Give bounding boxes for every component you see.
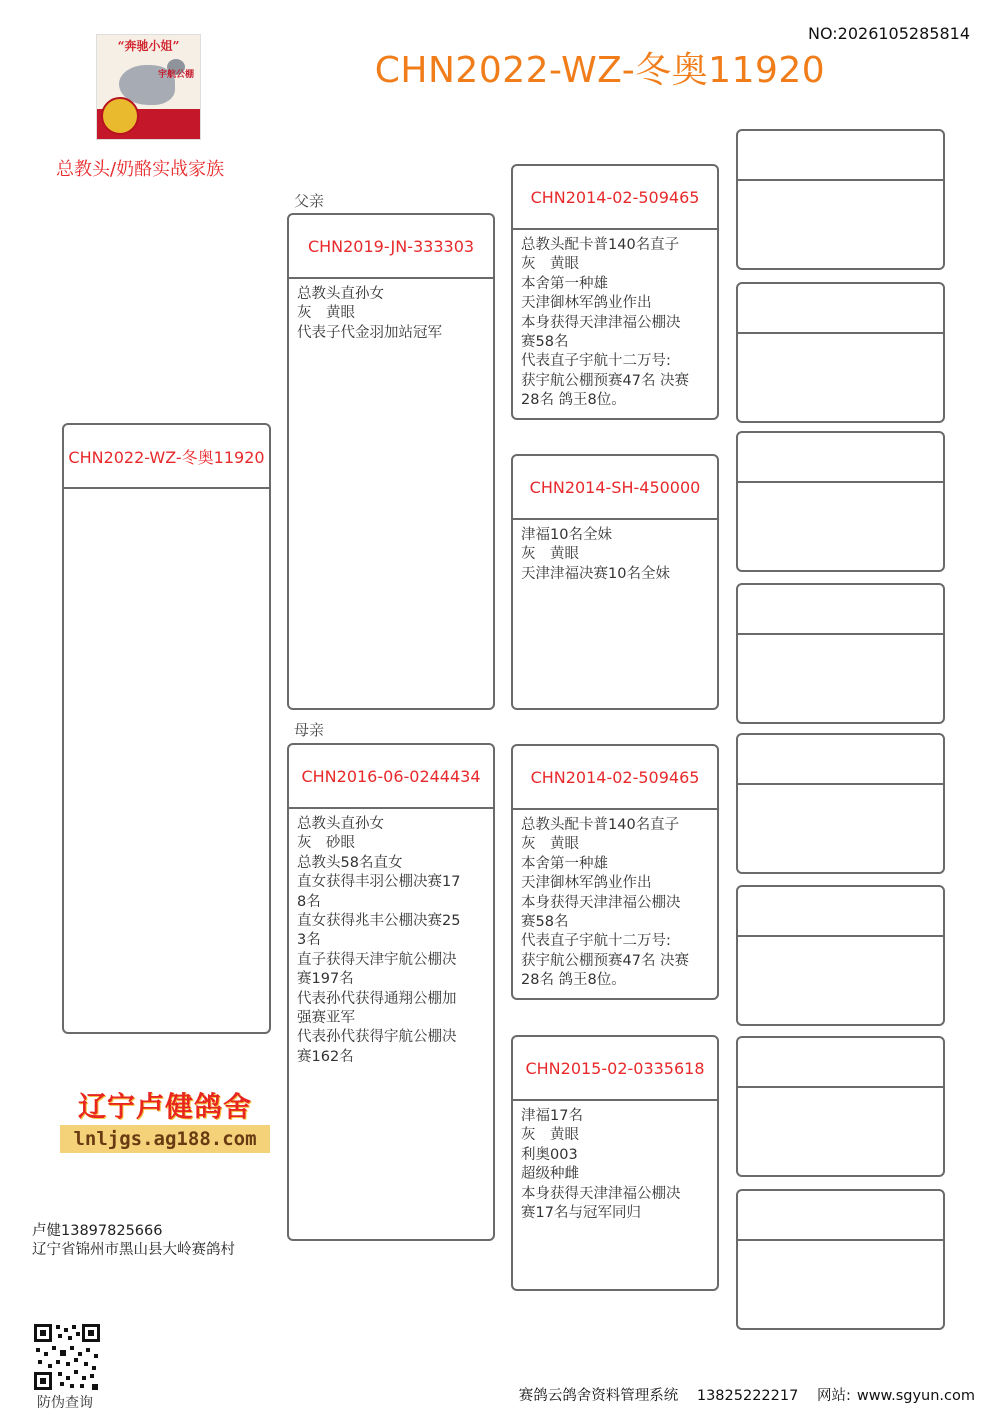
note-line: 本身获得天津津福公棚决	[521, 314, 681, 331]
father-ring: CHN2019-JN-333303	[289, 215, 493, 279]
note-line: 灰 砂眼	[297, 835, 355, 852]
great-grandparent-card	[736, 282, 945, 423]
note-line: 获宇航公棚预赛47名 决赛	[521, 952, 690, 969]
mother-notes	[289, 809, 493, 1067]
note-line: 赛162名	[297, 1048, 354, 1065]
grandparent-notes	[513, 810, 717, 991]
grandparent-ring: CHN2014-02-509465	[513, 746, 717, 810]
note-line: 灰 黄眼	[297, 305, 355, 322]
note-line: 强赛亚军	[297, 1010, 355, 1027]
father-card	[287, 213, 495, 710]
loft-url[interactable]: lnljgs.ag188.com	[60, 1125, 270, 1153]
note-line: 本身获得天津津福公棚决	[521, 1185, 681, 1202]
grandparent-card-2	[511, 454, 719, 710]
note-line: 赛58名	[521, 334, 569, 351]
note-line: 总教头直孙女	[297, 286, 384, 302]
note-line: 赛17名与冠军同归	[521, 1205, 641, 1222]
note-line: 赛197名	[297, 971, 354, 988]
logo-text: “奔驰小姐”	[117, 39, 180, 53]
note-line: 代表孙代获得通翔公棚加	[297, 990, 457, 1007]
note-line: 总教头配卡普140名直子	[521, 237, 680, 253]
qr-caption: 防伪查询	[37, 1395, 93, 1411]
family-line: 总教头/奶酪实战家族	[56, 159, 225, 180]
note-line: 总教头直孙女	[297, 816, 384, 832]
page-title: CHN2022-WZ-冬奥11920	[374, 50, 826, 91]
subject-card	[62, 423, 271, 1034]
father-label: 父亲	[294, 192, 325, 210]
note-line: 代表直子宇航十二万号:	[521, 933, 671, 950]
note-line: 本舍第一种雄	[521, 855, 608, 872]
grandparent-card-4	[511, 1035, 719, 1291]
contact-block	[32, 1222, 235, 1260]
note-line: 直女获得兆丰公棚决赛25	[297, 913, 461, 930]
grandparent-card-3	[511, 744, 719, 1000]
note-line: 28名 鸽王8位。	[521, 972, 626, 989]
grandparent-ring: CHN2014-02-509465	[513, 166, 717, 230]
note-line: 代表孙代获得宇航公棚决	[297, 1029, 457, 1046]
note-line: 超级种雌	[521, 1166, 579, 1183]
note-line: 天津御林军鸽业作出	[521, 875, 652, 892]
note-line: 天津御林军鸽业作出	[521, 295, 652, 312]
mother-ring: CHN2016-06-0244434	[289, 745, 493, 809]
footer-site-link[interactable]: www.sgyun.com	[856, 1388, 975, 1404]
loft-brand	[60, 1085, 270, 1155]
note-line: 本舍第一种雄	[521, 275, 608, 292]
note-line: 28名 鸽王8位。	[521, 392, 626, 409]
note-line: 总教头58名直女	[297, 854, 403, 871]
contact-phone: 卢健13897825666	[32, 1223, 163, 1239]
great-grandparent-card	[736, 733, 945, 874]
logo	[96, 34, 201, 140]
serial-number: NO:2026105285814	[807, 24, 970, 43]
great-grandparent-card	[736, 885, 945, 1026]
grandparent-ring: CHN2014-SH-450000	[513, 456, 717, 520]
note-line: 灰 黄眼	[521, 1127, 579, 1144]
note-line: 津福10名全妹	[521, 527, 612, 543]
grandparent-card-1	[511, 164, 719, 420]
footer-system: 赛鸽云鸽舍资料管理系统	[518, 1388, 679, 1404]
grandparent-notes	[513, 1101, 717, 1223]
footer	[0, 1384, 975, 1405]
note-line: 3名	[297, 932, 321, 949]
note-line: 代表子代金羽加站冠军	[297, 324, 442, 341]
logo-subtext: 宇航公棚	[157, 70, 194, 80]
grandparent-notes	[513, 230, 717, 411]
note-line: 代表直子宇航十二万号:	[521, 353, 671, 370]
note-line: 津福17名	[521, 1108, 583, 1124]
note-line: 天津津福决赛10名全妹	[521, 565, 670, 582]
mother-card	[287, 743, 495, 1241]
mother-label: 母亲	[294, 721, 325, 739]
note-line: 赛58名	[521, 914, 569, 931]
great-grandparent-card	[736, 1036, 945, 1177]
grandparent-notes	[513, 520, 717, 584]
father-notes	[289, 279, 493, 343]
subject-ring: CHN2022-WZ-冬奥11920	[64, 425, 269, 489]
footer-site-label: 网站:	[816, 1388, 851, 1404]
qr-code-icon[interactable]	[32, 1322, 102, 1392]
note-line: 灰 黄眼	[521, 836, 579, 853]
note-line: 利奥003	[521, 1146, 578, 1163]
note-line: 直子获得天津宇航公棚决	[297, 951, 457, 968]
note-line: 获宇航公棚预赛47名 决赛	[521, 372, 690, 389]
footer-phone: 13825222217	[696, 1388, 799, 1404]
note-line: 灰 黄眼	[521, 256, 579, 273]
note-line: 直女获得丰羽公棚决赛17	[297, 874, 461, 891]
note-line: 8名	[297, 893, 321, 910]
badge-icon	[101, 97, 139, 135]
note-line: 总教头配卡普140名直子	[521, 817, 680, 833]
note-line: 灰 黄眼	[521, 546, 579, 563]
grandparent-ring: CHN2015-02-0335618	[513, 1037, 717, 1101]
great-grandparent-card	[736, 583, 945, 724]
great-grandparent-card	[736, 129, 945, 270]
great-grandparent-card	[736, 1189, 945, 1330]
contact-address: 辽宁省锦州市黑山县大岭赛鸽村	[32, 1242, 235, 1258]
great-grandparent-card	[736, 431, 945, 572]
note-line: 本身获得天津津福公棚决	[521, 894, 681, 911]
loft-name: 辽宁卢健鸽舍	[77, 1090, 252, 1123]
